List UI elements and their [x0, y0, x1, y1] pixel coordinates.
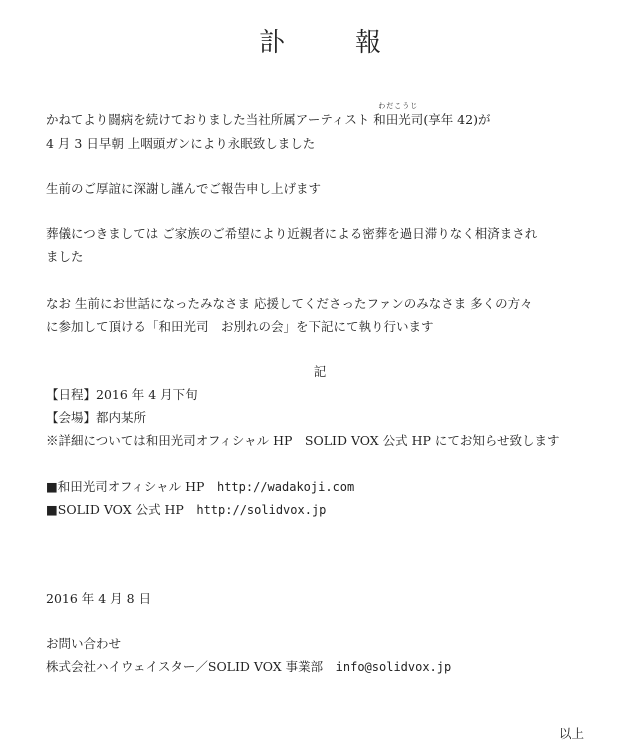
- official-hp-line: [46, 479, 354, 495]
- solidvox-hp-label: ■SOLID VOX 公式 HP: [46, 502, 197, 517]
- artist-name: 和田光司: [373, 112, 424, 127]
- para4-line2: に参加して頂ける「和田光司 お別れの会」を下記にて執り行います: [46, 319, 434, 334]
- document-title: 訃 報: [258, 28, 403, 58]
- artist-name-with-ruby: [373, 102, 424, 128]
- document-date: 2016 年 4 月 8 日: [46, 591, 152, 606]
- para3-line1: 葬儀につきましては ご家族のご希望により近親者による密葬を過日滞りなく相済まされ: [46, 226, 538, 241]
- contact-heading: お問い合わせ: [46, 636, 122, 651]
- contact-line: [46, 659, 451, 675]
- official-hp-link[interactable]: http://wadakoji.com: [216, 480, 355, 494]
- details-note: ※詳細については和田光司オフィシャル HP SOLID VOX 公式 HP にてお知らせ致します: [46, 433, 560, 448]
- closing-mark: 以上: [558, 726, 584, 741]
- contact-org: 株式会社ハイウェイスター／SOLID VOX 事業部: [46, 659, 336, 674]
- artist-name-ruby: わだこうじ: [378, 102, 419, 110]
- para1-line1-after: (享年 42)が: [423, 112, 491, 127]
- para1-line1: [46, 102, 491, 128]
- solidvox-hp-line: [46, 502, 326, 518]
- schedule-line: 【日程】2016 年 4 月下旬: [46, 387, 198, 402]
- official-hp-label: ■和田光司オフィシャル HP: [46, 479, 217, 494]
- para3-line2: ました: [46, 249, 84, 264]
- solidvox-hp-link[interactable]: http://solidvox.jp: [196, 503, 327, 517]
- venue-line: 【会場】都内某所: [46, 410, 147, 425]
- ki-heading: 記: [313, 364, 327, 379]
- para4-line1: なお 生前にお世話になったみなさま 応援してくださったファンのみなさま 多くの方々: [46, 296, 533, 311]
- para1-line1-before: かねてより闘病を続けておりました当社所属アーティスト: [46, 112, 374, 127]
- contact-email-link[interactable]: info@solidvox.jp: [335, 660, 452, 674]
- para1-line2: 4 月 3 日早朝 上咽頭ガンにより永眠致しました: [46, 136, 316, 151]
- para2-line: 生前のご厚誼に深謝し謹んでご報告申し上げます: [46, 181, 322, 196]
